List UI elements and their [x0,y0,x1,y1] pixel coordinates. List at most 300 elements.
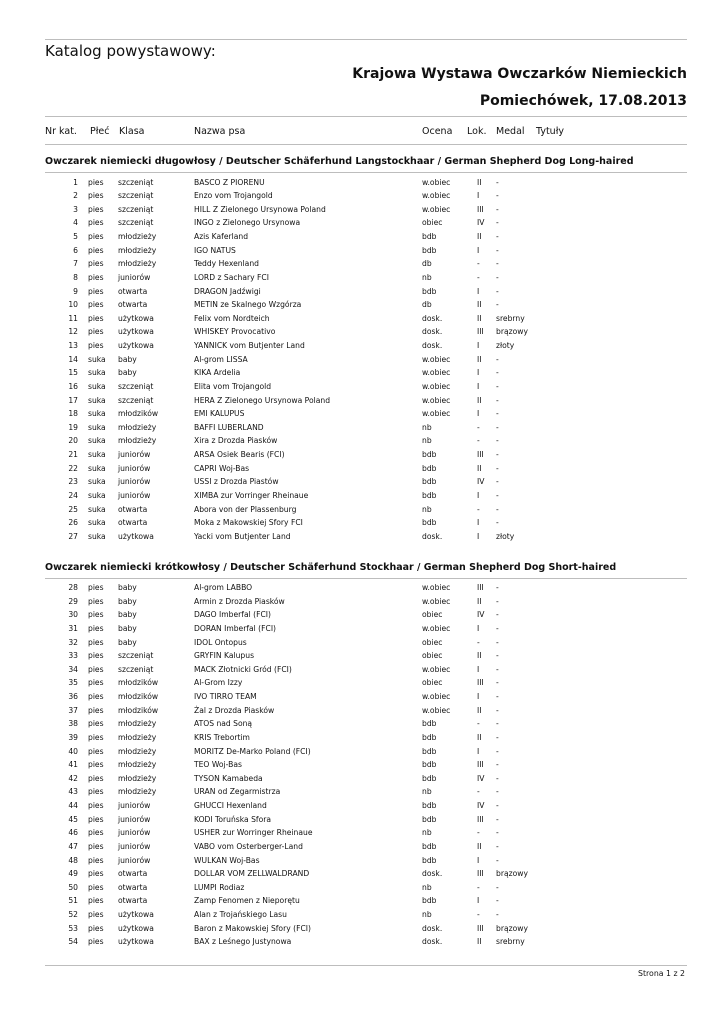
cell-klasa: młodzików [118,692,159,702]
cell-medal: - [496,232,499,242]
cell-nazwa: KIKA Ardelia [194,368,241,378]
col-lok: Lok. [467,126,487,137]
cell-medal: złoty [496,531,515,541]
table-row [0,394,724,407]
cell-medal: - [496,477,499,487]
cell-medal: - [496,910,499,920]
table-row [0,285,724,298]
cell-plec: pies [88,855,104,865]
cell-plec: pies [88,259,104,269]
cell-lok: - [477,436,480,446]
section-title-short-haired: Owczarek niemiecki krótkowłosy / Deutscher Schäferhund Stockhaar / German Shepherd Dog Short-haired [45,562,617,573]
cell-ocena: w.obiec [422,204,451,214]
cell-nr: 18 [68,409,78,419]
cell-ocena: db [422,300,432,310]
cell-nr: 19 [68,422,78,432]
cell-ocena: w.obiec [422,395,451,405]
cell-medal: - [496,381,499,391]
table-row [0,840,724,853]
cell-plec: pies [88,760,104,770]
cell-medal: - [496,245,499,255]
cell-medal: - [496,272,499,282]
cell-ocena: nb [422,910,432,920]
cell-medal: - [496,732,499,742]
cell-nazwa: HILL Z Zielonego Ursynowa Poland [194,204,326,214]
cell-nr: 46 [68,828,78,838]
cell-ocena: obiec [422,651,443,661]
cell-nr: 17 [68,395,78,405]
cell-plec: pies [88,300,104,310]
cell-nazwa: Felix vom Nordteich [194,313,270,323]
cell-klasa: młodzieży [118,422,157,432]
cell-lok: II [477,395,482,405]
cell-ocena: nb [422,828,432,838]
cell-medal: - [496,395,499,405]
cell-nazwa: KODI Toruńska Sfora [194,814,271,824]
cell-lok: - [477,910,480,920]
table-row [0,595,724,608]
cell-klasa: użytkowa [118,923,154,933]
cell-nr: 11 [68,313,78,323]
cell-ocena: bdb [422,232,437,242]
cell-nr: 43 [68,787,78,797]
cell-medal: - [496,177,499,187]
cell-ocena: nb [422,436,432,446]
table-row [0,230,724,243]
cell-nr: 1 [73,177,78,187]
cell-nazwa: Teddy Hexenland [194,259,259,269]
cell-plec: suka [88,381,106,391]
table-row [0,704,724,717]
cell-plec: suka [88,422,106,432]
cell-klasa: szczeniąt [118,651,154,661]
cell-lok: III [477,327,484,337]
cell-plec: pies [88,678,104,688]
cell-lok: II [477,232,482,242]
cell-medal: - [496,218,499,228]
table-row [0,854,724,867]
cell-medal: - [496,504,499,514]
cell-nazwa: Yacki vom Butjenter Land [194,531,291,541]
cell-nazwa: BAX z Leśnego Justynowa [194,937,292,947]
cell-lok: I [477,368,480,378]
cell-plec: pies [88,651,104,661]
cell-ocena: w.obiec [422,692,451,702]
cell-plec: pies [88,232,104,242]
cell-klasa: baby [118,637,137,647]
place-date: Pomiechówek, 17.08.2013 [479,93,687,109]
cell-nazwa: Baron z Makowskiej Sfory (FCI) [194,923,311,933]
cell-plec: pies [88,719,104,729]
cell-klasa: młodzieży [118,746,157,756]
cell-plec: pies [88,272,104,282]
cell-ocena: w.obiec [422,623,451,633]
cell-ocena: w.obiec [422,354,451,364]
cell-medal: brązowy [496,869,528,879]
cell-lok: I [477,664,480,674]
table-row [0,298,724,311]
cell-nazwa: WHISKEY Provocativo [194,327,276,337]
table-row [0,636,724,649]
cell-lok: III [477,583,484,592]
cell-nr: 51 [68,896,78,906]
cell-lok: IV [477,610,485,620]
cell-lok: II [477,651,482,661]
cell-klasa: otwarta [118,518,148,528]
cell-lok: II [477,463,482,473]
cell-nazwa: LUMPI Rodiaz [194,882,245,892]
cell-plec: pies [88,746,104,756]
cell-medal: - [496,354,499,364]
cell-nazwa: VABO vom Osterberger-Land [194,841,303,851]
cell-medal: - [496,814,499,824]
cell-medal: - [496,855,499,865]
cell-klasa: otwarta [118,869,148,879]
cell-nr: 9 [73,286,78,296]
cell-lok: I [477,623,480,633]
cell-nazwa: IDOL Ontopus [194,637,247,647]
cell-klasa: użytkowa [118,341,154,351]
col-ocena: Ocena [422,126,453,137]
cell-ocena: nb [422,504,432,514]
cell-ocena: obiec [422,678,443,688]
cell-klasa: młodzieży [118,760,157,770]
cell-plec: suka [88,354,106,364]
cell-medal: - [496,746,499,756]
cell-nr: 42 [68,773,78,783]
cell-klasa: szczeniąt [118,177,154,187]
cell-medal: - [496,705,499,715]
cell-lok: III [477,923,484,933]
cell-lok: - [477,422,480,432]
show-title: Krajowa Wystawa Owczarków Niemieckich [352,66,687,82]
cell-lok: - [477,504,480,514]
cell-nr: 35 [68,678,78,688]
col-klasa: Klasa [119,126,145,137]
table-row [0,758,724,771]
cell-klasa: juniorów [118,814,151,824]
cell-klasa: otwarta [118,896,148,906]
table-row [0,216,724,229]
cell-plec: suka [88,463,106,473]
cell-klasa: juniorów [118,855,151,865]
cell-lok: I [477,381,480,391]
cell-medal: - [496,637,499,647]
cell-plec: pies [88,937,104,947]
cell-klasa: użytkowa [118,313,154,323]
cell-lok: I [477,531,480,541]
cell-ocena: w.obiec [422,583,451,592]
cell-klasa: baby [118,583,137,592]
cell-nazwa: CAPRI Woj-Bas [194,463,250,473]
cell-medal: - [496,760,499,770]
table-row [0,813,724,826]
cell-klasa: szczeniąt [118,381,154,391]
table-row [0,434,724,447]
cell-klasa: otwarta [118,300,148,310]
cell-plec: pies [88,327,104,337]
cell-ocena: nb [422,882,432,892]
cell-plec: suka [88,477,106,487]
table-row [0,339,724,352]
cell-plec: pies [88,773,104,783]
cell-medal: - [496,610,499,620]
cell-medal: złoty [496,341,515,351]
cell-nazwa: Abora von der Plassenburg [194,504,297,514]
table-row [0,366,724,379]
cell-nr: 50 [68,882,78,892]
cell-klasa: baby [118,368,137,378]
cell-plec: pies [88,896,104,906]
cell-plec: pies [88,705,104,715]
cell-plec: pies [88,191,104,201]
cell-nazwa: DRAGON Jadźwigi [194,286,261,296]
cell-medal: brązowy [496,923,528,933]
cell-klasa: juniorów [118,841,151,851]
cell-klasa: użytkowa [118,531,154,541]
columns-rule [45,144,687,145]
cell-klasa: użytkowa [118,937,154,947]
cell-ocena: bdb [422,463,437,473]
cell-nazwa: USSI z Drozda Piastów [194,477,279,487]
cell-nr: 34 [68,664,78,674]
table-row [0,717,724,730]
cell-nazwa: Moka z Makowskiej Sfory FCI [194,518,303,528]
table-row [0,772,724,785]
cell-ocena: obiec [422,610,443,620]
cell-ocena: obiec [422,218,443,228]
cell-plec: pies [88,204,104,214]
cell-ocena: bdb [422,286,437,296]
table-row [0,203,724,216]
table-row [0,922,724,935]
col-nr: Nr kat. [45,126,77,137]
cell-nazwa: MORITZ De-Marko Poland (FCI) [194,746,311,756]
cell-klasa: młodzieży [118,773,157,783]
cell-nr: 22 [68,463,78,473]
cell-nr: 54 [68,937,78,947]
cell-nazwa: BAFFI LUBERLAND [194,422,264,432]
cell-medal: - [496,828,499,838]
cell-medal: - [496,300,499,310]
cell-nr: 2 [73,191,78,201]
cell-klasa: juniorów [118,463,151,473]
cell-medal: - [496,583,499,592]
col-tytuly: Tytuły [536,126,565,137]
cell-nazwa: Al-grom LISSA [194,354,248,364]
cell-klasa: szczeniąt [118,191,154,201]
cell-ocena: w.obiec [422,381,451,391]
cell-nr: 23 [68,477,78,487]
cell-nr: 44 [68,801,78,811]
cell-lok: I [477,286,480,296]
cell-nazwa: EMI KALUPUS [194,409,245,419]
cell-plec: suka [88,490,106,500]
cell-klasa: szczeniąt [118,218,154,228]
cell-klasa: juniorów [118,801,151,811]
cell-plec: pies [88,623,104,633]
table-row [0,826,724,839]
cell-nazwa: Enzo vom Trojangold [194,191,273,201]
cell-plec: suka [88,368,106,378]
cell-klasa: młodzieży [118,787,157,797]
cell-klasa: otwarta [118,286,148,296]
cell-medal: - [496,678,499,688]
cell-ocena: dosk. [422,869,443,879]
cell-nazwa: GRYFIN Kalupus [194,651,255,661]
table-row [0,475,724,488]
header-rule [45,116,687,117]
cell-nr: 5 [73,232,78,242]
cell-nr: 25 [68,504,78,514]
cell-klasa: młodzików [118,705,159,715]
cell-plec: pies [88,869,104,879]
cell-ocena: bdb [422,746,437,756]
cell-nazwa: Żal z Drozda Piasków [194,705,275,715]
table-row [0,271,724,284]
cell-ocena: dosk. [422,531,443,541]
cell-medal: - [496,801,499,811]
cell-klasa: szczeniąt [118,395,154,405]
cell-medal: - [496,436,499,446]
cell-nr: 16 [68,381,78,391]
cell-ocena: dosk. [422,341,443,351]
cell-lok: I [477,855,480,865]
table-row [0,503,724,516]
cell-nazwa: DOLLAR VOM ZELLWALDRAND [194,869,310,879]
cell-ocena: db [422,259,432,269]
table-row [0,745,724,758]
cell-ocena: bdb [422,855,437,865]
cell-nazwa: DAGO Imberfal (FCI) [194,610,271,620]
cell-lok: - [477,719,480,729]
cell-plec: pies [88,787,104,797]
cell-lok: I [477,409,480,419]
cell-plec: pies [88,692,104,702]
table-row [0,516,724,529]
cell-ocena: obiec [422,637,443,647]
cell-nr: 49 [68,869,78,879]
cell-klasa: juniorów [118,828,151,838]
cell-ocena: nb [422,272,432,282]
cell-nazwa: Armin z Drozda Piasków [194,596,285,606]
cell-medal: - [496,882,499,892]
cell-medal: - [496,773,499,783]
cell-lok: IV [477,218,485,228]
cell-medal: brązowy [496,327,528,337]
cell-nazwa: ARSA Osiek Bearis (FCI) [194,450,285,460]
cell-medal: - [496,787,499,797]
cell-medal: - [496,651,499,661]
cell-lok: II [477,177,482,187]
cell-nazwa: XIMBA zur Vorringer Rheinaue [194,490,309,500]
cell-plec: pies [88,583,104,592]
cell-nr: 6 [73,245,78,255]
table-row [0,935,724,948]
table-row [0,353,724,366]
cell-lok: I [477,490,480,500]
table-row [0,785,724,798]
cell-nazwa: TEO Woj-Bas [194,760,242,770]
cell-klasa: juniorów [118,272,151,282]
cell-plec: pies [88,732,104,742]
cell-lok: IV [477,477,485,487]
cell-ocena: bdb [422,773,437,783]
cell-medal: - [496,463,499,473]
cell-nr: 39 [68,732,78,742]
cell-lok: III [477,814,484,824]
cell-nazwa: Zamp Fenomen z Nieporętu [194,896,300,906]
cell-nr: 26 [68,518,78,528]
cell-lok: I [477,896,480,906]
cell-klasa: użytkowa [118,327,154,337]
catalog-label: Katalog powystawowy: [45,42,216,60]
cell-nr: 47 [68,841,78,851]
cell-nr: 24 [68,490,78,500]
cell-plec: pies [88,177,104,187]
table-row [0,649,724,662]
cell-medal: - [496,490,499,500]
cell-nazwa: Al-Grom Izzy [194,678,243,688]
cell-nazwa: LORD z Sachary FCI [194,272,269,282]
cell-plec: pies [88,910,104,920]
cell-medal: - [496,841,499,851]
cell-medal: srebrny [496,313,525,323]
cell-ocena: w.obiec [422,191,451,201]
cell-nr: 20 [68,436,78,446]
table-row [0,608,724,621]
cell-lok: III [477,760,484,770]
cell-plec: pies [88,923,104,933]
cell-nazwa: Al-grom LABBO [194,583,253,592]
section-rule-short-haired [45,578,687,579]
cell-lok: II [477,300,482,310]
cell-lok: II [477,705,482,715]
cell-ocena: w.obiec [422,705,451,715]
cell-medal: - [496,623,499,633]
cell-plec: pies [88,245,104,255]
cell-nr: 29 [68,596,78,606]
cell-nr: 3 [73,204,78,214]
cell-ocena: nb [422,787,432,797]
cell-lok: II [477,937,482,947]
cell-ocena: bdb [422,719,437,729]
cell-nazwa: IVO TIRRO TEAM [194,692,257,702]
cell-lok: - [477,272,480,282]
cell-nr: 37 [68,705,78,715]
cell-medal: - [496,518,499,528]
cell-nr: 48 [68,855,78,865]
cell-lok: - [477,787,480,797]
cell-medal: - [496,692,499,702]
cell-ocena: bdb [422,896,437,906]
table-row [0,448,724,461]
col-plec: Płeć [90,126,110,137]
cell-plec: pies [88,596,104,606]
cell-medal: - [496,204,499,214]
cell-plec: pies [88,814,104,824]
cell-nazwa: IGO NATUS [194,245,236,255]
cell-nr: 28 [68,583,78,592]
cell-nr: 13 [68,341,78,351]
cell-ocena: w.obiec [422,664,451,674]
cell-medal: - [496,450,499,460]
cell-plec: pies [88,218,104,228]
cell-lok: I [477,746,480,756]
cell-lok: II [477,841,482,851]
cell-lok: II [477,354,482,364]
cell-plec: suka [88,436,106,446]
